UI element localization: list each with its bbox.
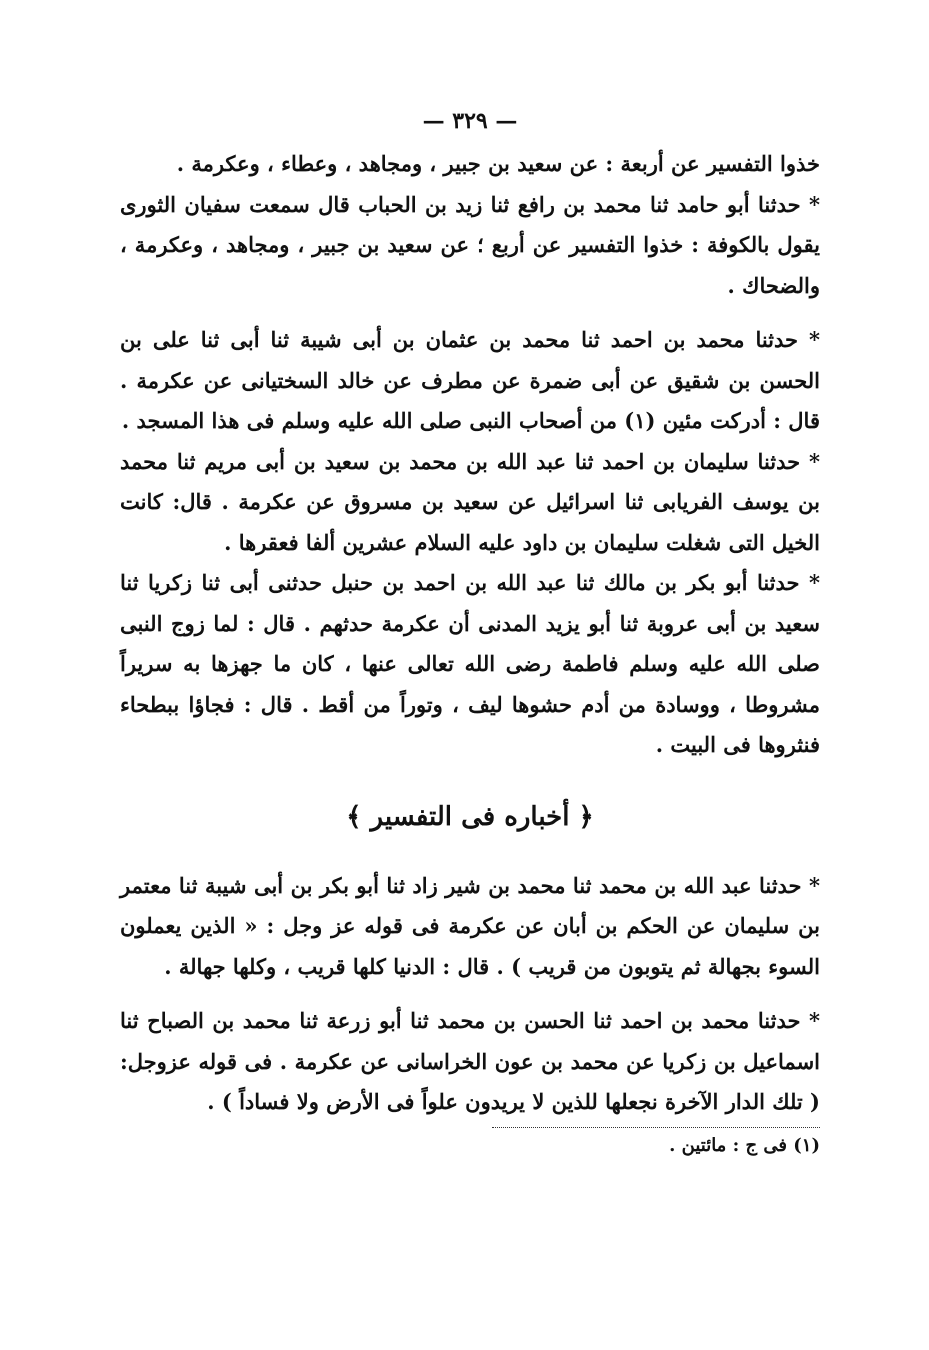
paragraph-7: * حدثنا محمد بن احمد ثنا الحسن بن محمد ثنا أبو زرعة ثنا محمد بن الصباح ثنا اسماعيل بن زكريا عن محمد بن عون الخراسانى عن عكرمة . فى قوله عزوجل: ( تلك الدار الآخرة نجعلها للذين لا يريدون علواً فى الأرض ولا فساداً ) .	[120, 1008, 821, 1114]
paragraph-3: * حدثنا محمد بن احمد ثنا محمد بن عثمان بن أبى شيبة ثنا أبى ثنا على بن الحسن بن شقيق عن أبى ضمرة عن مطرف عن خالد السختيانى عن عكرمة . قال : أدركت مئين (١) من أصحاب النبى صلى الله عليه وسلم فى هذا المسجد .	[120, 327, 820, 433]
paragraph-2: * حدثنا أبو حامد ثنا محمد بن رافع ثنا زيد بن الحباب قال سمعت سفيان الثورى يقول بالكوفة : خذوا التفسير عن أربع ؛ عن سعيد بن جبير ، ومجاهد ، وعكرمة ، والضحاك .	[120, 191, 820, 298]
paragraph-6: * حدثنا عبد الله بن محمد ثنا محمد بن شير زاد ثنا أبو بكر بن أبى شيبة ثنا معتمر بن سليمان عن الحكم بن أبان عن عكرمة فى قوله عز وجل : « الذين يعملون السوء بجهالة ثم يتوبون من قريب ) . قال : الدنيا كلها قريب ، وكلها جهالة .	[120, 872, 820, 979]
page-number: — ٣٢٩ —	[422, 108, 518, 134]
footnote-divider	[492, 1127, 820, 1128]
paragraph-1: خذوا التفسير عن أربعة : عن سعيد بن جبير ، ومجاهد ، وعطاء ، وعكرمة .	[176, 151, 820, 176]
paragraph-5: * حدثنا أبو بكر بن مالك ثنا عبد الله بن احمد بن حنبل حدثنى أبى ثنا زكريا ثنا سعيد بن أبى عروبة ثنا أبو يزيد المدنى أن عكرمة حدثهم . قال : لما زوج النبى صلى الله عليه وسلم فاطمة رضى الله تعالى عنها ، كان ما جهزها به سريراً مشروطا ، ووسادة من أدم حشوها ليف ، وتوراً من أقط . قال : فجاؤا ببطحاء فنثروها فى البيت .	[120, 570, 820, 757]
footnote: (١) فى ج : مائتين .	[669, 1134, 820, 1156]
paragraph-4: * حدثنا سليمان بن احمد ثنا عبد الله بن محمد بن سعيد بن أبى مريم ثنا محمد بن يوسف الفريابى ثنا اسرائيل عن سعيد بن مسروق عن عكرمة . قال: كانت الخيل التى شغلت سليمان بن داود عليه السلام عشرين ألفا فعقرها .	[120, 448, 820, 555]
document-page	[120, 108, 820, 1160]
section-heading: ﴿ أخباره فى التفسير ﴾	[346, 801, 594, 832]
